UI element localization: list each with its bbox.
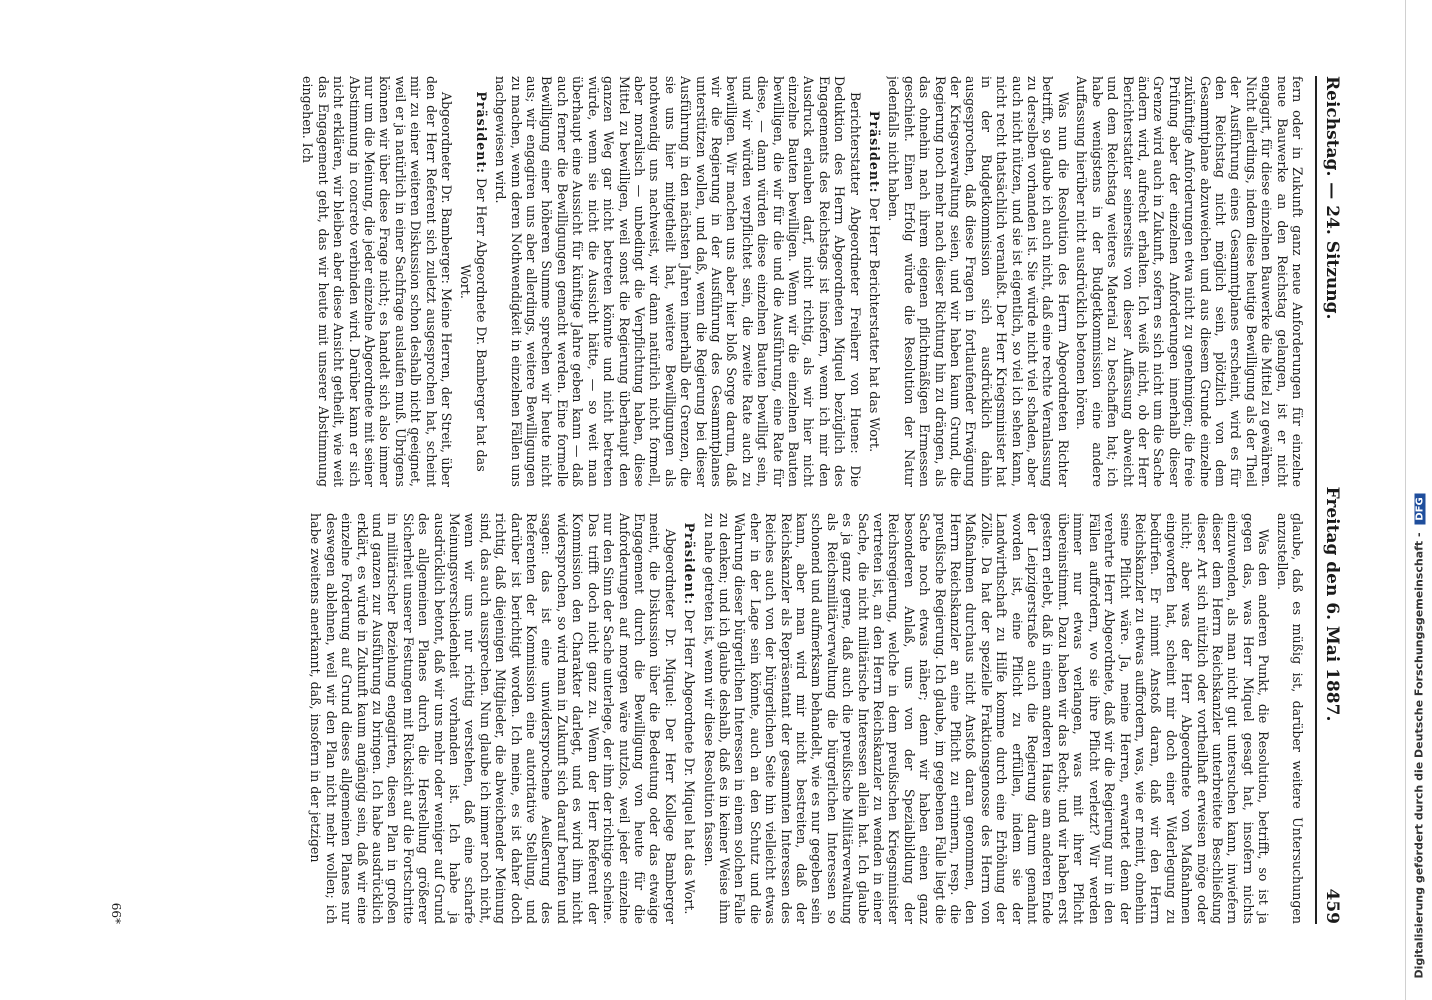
speaker-call [682, 513, 697, 924]
column-right [125, 513, 1305, 924]
speaker-call [867, 76, 882, 487]
paragraph-text: glaube, daß es müßig ist, darüber weitere Untersuchungen anzustellen. [1274, 513, 1305, 924]
speaker-label: Präsident: [682, 522, 698, 606]
header-date: Freitag den 6. Mai 1887. [1322, 486, 1342, 722]
speaker-label: Präsident: [867, 110, 883, 194]
paragraph-text: Der Herr Berichterstatter hat das Wort. [867, 197, 883, 453]
sidebar-credit [1413, 0, 1426, 999]
paragraph [493, 76, 863, 487]
paragraph [701, 513, 1271, 924]
sidebar-credit-text: Digitalisierung gefördert durch die Deutsche Forschungsgemeinschaft - [1412, 532, 1426, 979]
column-left [125, 76, 1305, 487]
paragraph [886, 76, 1071, 487]
paragraph-text: Der Herr Abgeordnete Dr. Bamberger hat das Wort. [458, 177, 489, 472]
signature-mark: 66* [109, 902, 123, 924]
running-head [1315, 76, 1342, 924]
header-left: Reichstag. — 24. Sitzung. [1322, 76, 1342, 320]
page-number: 459 [1322, 888, 1342, 924]
paragraph-text: Was nun die Resolution des Herrn Abgeordneten Richter betrifft, so glaube ich auch nicht, daß eine rechte Veranlassung zu derselben vorhanden ist. Sie würde nicht viel schaden, aber auch nicht nützen, und sie ist eigentlich, so viel ich sehen kann, nicht recht thatsächlich veranlaßt. Der Herr Kriegsminister hat in der Budgetkommission sich ausdrücklich dahin ausgesprochen, daß diese Fragen in fortlaufender Erwägung der Kriegsverwaltung seien, und wir haben kaum Grund, die Regierung noch mehr nach dieser Richtung hin zu drängen, als das ohnehin nach ihrem eigenen pflichtmäßigen Ermessen geschieht. Einen Erfolg würde die Resolution der Natur jedenfalls nicht haben. [886, 76, 1071, 487]
dfg-sidebar [1405, 0, 1432, 1000]
dfg-logo: DFG [1415, 493, 1426, 524]
scanned-page [56, 30, 1376, 970]
paragraph-text: fern oder in Zukunft ganz neue Anforderungen für einzelne neue Bauwerke an den Reichstag gelangen, ist er nicht engagirt, für diese einzelnen Bauwerke die Mittel zu gewähren. Nicht allerdings, indem diese heutige Bewilligung als der Theil der Ausführung eines Gesammtplanes erscheint, wird es für den Reichstag nicht möglich sein, plötzlich von dem Gesammtplane abzuweichen und aus diesem Grunde einzelne zukünftige Anforderungen etwa nicht zu genehmigen; die freie Prüfung aber der einzelnen Anforderungen innerhalb dieser Grenze wird auch in Zukunft, sofern es sich nicht um die Sache ändern wird, aufrecht erhalten. Ich weiß nicht, ob der Herr Berichterstatter seinerseits von dieser Auffassung abweicht und dem Reichstag weiteres Material zu beschaffen hat; ich habe wenigstens in der Budgetkommission eine andere Auffassung hierüber nicht ausdrücklich betonen hören. [1074, 76, 1305, 487]
paragraph [300, 76, 454, 487]
paragraph [1074, 76, 1305, 487]
speaker-label: Präsident: [473, 91, 489, 174]
speaker-call [458, 76, 489, 487]
paragraph-text: Abgeordneter Dr. Bamberger: Meine Herren, der Streit, über den der Herr Referent sich zuletzt ausgesprochen hat, scheint mir zu einer weiteren Diskussion schon deshalb nicht geeignet, weil er ja natürlich in einer Sachfrage auslaufen muß. Übrigens können wir über diese Frage nicht; es handelt sich also immer nur um die Meinung, die jeder einzelne Abgeordnete mit seiner Abstimmung in concreto verbinden wird. Darüber kann er sich nicht erklären, wir bleiben aber diese Ansicht getheilt, wie weit das Engagement geht, das wir heute mit unserer Abstimmung eingehen. Ich [300, 76, 455, 487]
paragraph-text: Der Herr Abgeordnete Dr. Miquel hat das Wort. [682, 609, 698, 915]
paragraph-text: Berichterstatter Abgeordneter Freiherr von Huene: Die Deduktion des Herrn Abgeordneten Miquel bezüglich des Engagements des Reichstags ist insofern, wenn ich mir den Ausdruck erlauben darf, nicht richtig, als wir hier nicht einzelne Bauten bewilligen. Wenn wir die einzelnen Bauten bewilligen, die wir für die und die Ausführung, eine Rate für diese, — dann würden diese einzelnen Bauten bewilligt sein, und wir würden verpflichtet sein, die zweite Rate auch zu bewilligen. Wir machen uns aber hier bloß Sorge darum, daß wir die Regierung in der Ausführung des Gesammtplanes unterstützen wollen, und daß, wenn die Regierung bei dieser Ausführung in den nächsten Jahren innerhalb der Grenzen, die sie uns hier mitgetheilt hat, weitere Bewilligungen als nothwendig uns nachweist, wir dann natürlich nicht formell, aber moralisch — unbedingt die Verpflichtung haben, diese Mittel zu bewilligen, weil sonst die Regierung überhaupt den ganzen Weg gar nicht betreten könnte und nicht betreten würde, wenn sie nicht die Aussicht hätte, — so weit man überhaupt eine Aussicht für künftige Jahre geben kann — daß auch ferner die Bewilligungen gemacht werden. Eine formelle Bewilligung einer höheren Summe sprechen wir heute nicht aus; wir engagiren uns aber allerdings, weitere Bewilligungen zu machen, wenn deren Nothwendigkeit in einzelnen Fällen uns nachgewiesen wird. [493, 76, 863, 487]
paragraph-text: Abgeordneter Dr. Miquel: Der Herr Kollege Bamberger meint, die Diskussion über die Bedeutung oder das etwaige Engagement durch die Bewilligung von heute für die Anforderungen auf morgen wäre nutzlos, weil jeder einzelne nur den Sinn der Sache unterlege, der ihm der richtige scheine. Das trifft doch nicht ganz zu. Wenn der Herr Referent der Kommission den Charakter darlegt, und es wird ihm nicht widersprochen, so wird man in Zukunft sich darauf berufen und sagen: das ist eine unwidersprochene Aeußerung des Referenten der Kommission eine autoritative Stellung, und darüber ist berichtigt worden. Ich meine, es ist daher doch richtig, daß diejenigen Mitglieder, die abweichender Meinung sind, das auch aussprechen. Nun glaube ich immer noch nicht, wenn wir uns nur richtig verstehen, daß eine scharfe Meinungsverschiedenheit vorhanden ist. Ich habe ja ausdrücklich betont, daß wir uns mehr oder weniger auf Grund des allgemeinen Planes durch die Herstellung größerer Sicherheit unserer Festungen mit Rücksicht auf die Fortschritte in militärischer Beziehung engagirten, diesen Plan in großen und ganzen zur Ausführung zu bringen. Ich habe ausdrücklich erklärt, es würde in Zukunft kaum angängig sein, daß wir eine einzelne Forderung auf Grund dieses allgemeinen Planes nur deswegen ablehnen, weil wir den Plan nicht mehr wollen; ich habe zweitens anerkannt, daß, insofern in der jetzigen [308, 513, 678, 924]
text-columns [125, 76, 1305, 924]
paragraph-text: Was den anderen Punkt, die Resolution, betrifft, so ist ja gegen das, was Herr Miquel gesagt hat, insofern nichts einzuwenden, als man nicht gut untersuchen kann, inwiefern dieser dem Herrn Reichskanzler unterbreitete Beschließung dieser Art sich nützlich oder vortheilhaft erweisen möge oder nicht; aber was der Herr Abgeordnete von Maßnahmen eingeworfen hat, scheint mir doch einer Widerlegung zu bedürfen. Er nimmt Anstoß daran, daß wir den Herrn Reichskanzler zu etwas auffordern, was, wie er meint, ohnehin seine Pflicht wäre. Ja, meine Herren, erwartet denn der verehrte Herr Abgeordnete, daß wir die Regierung nur in den Fällen auffordern, wo sie ihre Pflicht verletzt? Wir werden immer nur etwas verlangen, was mit ihrer Pflicht übereinstimmt. Dazu haben wir das Recht; und wir haben erst gestern erlebt, daß in einem anderen Hause am anderen Ende der Leipzigerstraße auch die Regierung darum gemahnt worden ist, eine Pflicht zu erfüllen, indem sie der Landwirthschaft zu Hilfe komme durch eine Erhöhung der Zölle. Da hat der spezielle Fraktionsgenosse des Herrn von Maßnahmen durchaus nicht Anstoß daran genommen, den Herrn Reichskanzler an eine Pflicht zu erinnern, resp. die preußische Regierung. Ich glaube, im gegebenen Falle liegt die Sache noch etwas näher; denn wir haben einen ganz besonderen Anlaß, uns von der Spezialbildung der Reichsregierung, welche in dem preußischen Kriegsminister vertreten ist, an den Herrn Reichskanzler zu wenden in einer Sache, die nicht militärische Interessen allein hat. Ich glaube es ja ganz gerne, daß auch die preußische Militärverwaltung als Reichsmilitärverwaltung die bürgerlichen Interessen so schonend und aufmerksam behandelt, wie es nur gegeben sein kann, aber man wird mir nicht bestreiten, daß der Reichskanzler als Repräsentant der gesammten Interessen des Reiches auch von der bürgerlichen Seite hin vielleicht etwas eher in der Lage sein könnte, auch an den Schutz und die Wahrung dieser bürgerlichen Interessen in einem solchen Falle zu denken; und ich glaube deshalb, daß es in keiner Weise ihm zu nahe getreten ist, wenn wir diese Resolution fassen. [701, 513, 1272, 924]
paragraph [1274, 513, 1305, 924]
paragraph [308, 513, 678, 924]
